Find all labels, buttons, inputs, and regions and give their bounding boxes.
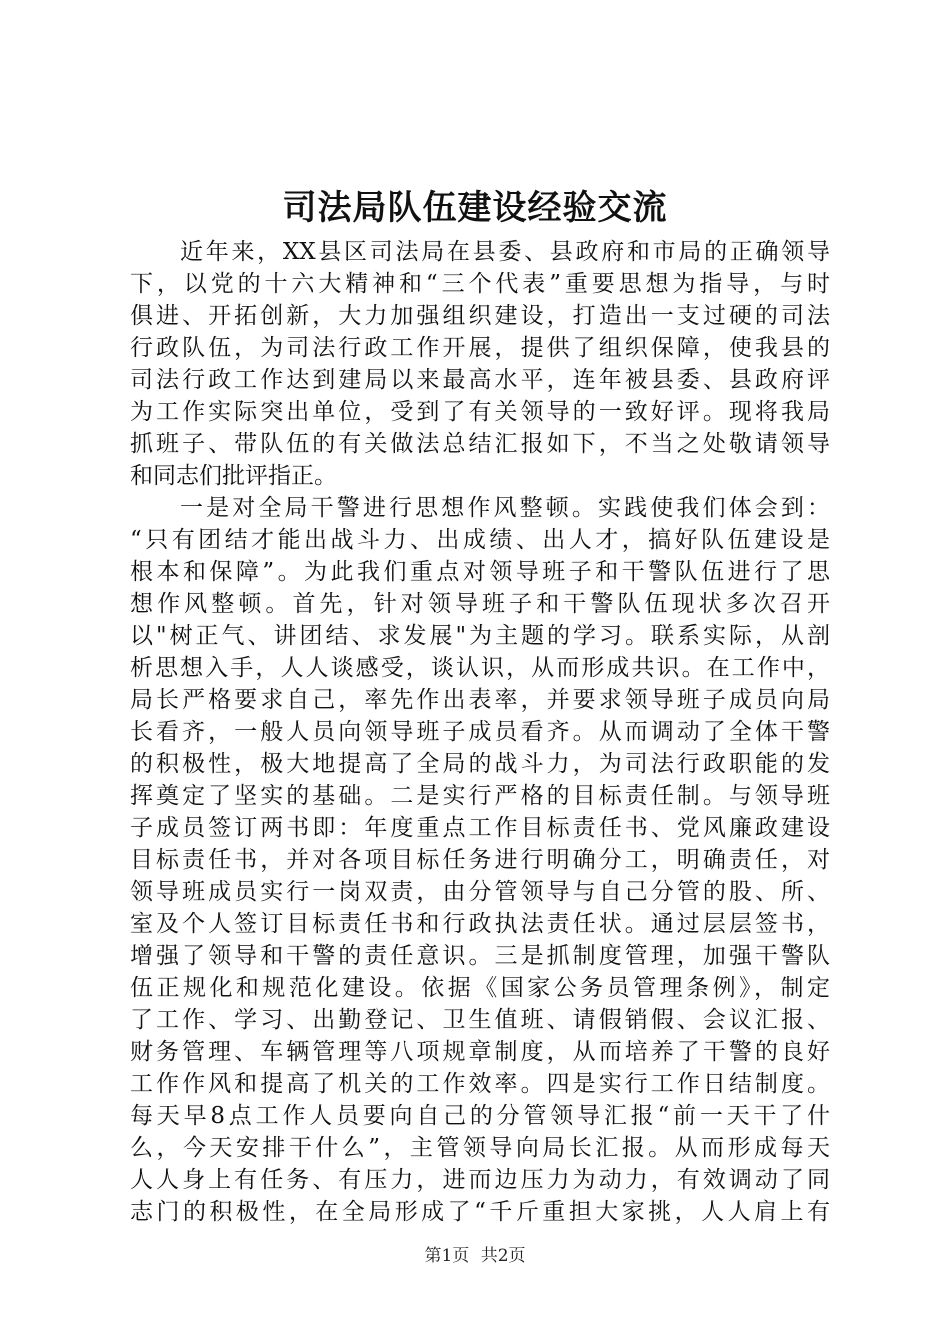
text-line: 和同志们批评指正。 (130, 463, 337, 489)
paragraph (130, 492, 830, 1228)
page-total: 共2页 (480, 1246, 526, 1266)
text-line: 工作作风和提高了机关的工作效率。四是实行工作日结制度。 (130, 1071, 830, 1097)
page-footer (0, 1244, 950, 1268)
text-line: 伍正规化和规范化建设。依据《国家公务员管理条例》，制定 (130, 975, 830, 1001)
text-line: 抓班子、带队伍的有关做法总结汇报如下，不当之处敬请领导 (130, 431, 830, 457)
text-line: 行政队伍，为司法行政工作开展，提供了组织保障，使我县的 (130, 335, 830, 361)
text-line: 子成员签订两书即：年度重点工作目标责任书、党风廉政建设 (130, 815, 830, 841)
text-line: 目标责任书，并对各项目标任务进行明确分工，明确责任，对 (130, 847, 830, 873)
text-line: 一是对全局干警进行思想作风整顿。实践使我们体会到： (180, 495, 830, 521)
text-line: 局长严格要求自己，率先作出表率，并要求领导班子成员向局 (130, 687, 830, 713)
text-line: 俱进、开拓创新，大力加强组织建设，打造出一支过硬的司法 (130, 303, 830, 329)
text-line: 领导班成员实行一岗双责，由分管领导与自己分管的股、所、 (130, 879, 830, 905)
text-line: 析思想入手，人人谈感受，谈认识，从而形成共识。在工作中， (130, 655, 830, 681)
text-line: 下，以党的十六大精神和“三个代表”重要思想为指导，与时 (130, 271, 830, 297)
document-title: 司法局队伍建设经验交流 (282, 188, 668, 228)
text-line: 以"树正气、讲团结、求发展"为主题的学习。联系实际，从剖 (130, 623, 830, 649)
text-line: 了工作、学习、出勤登记、卫生值班、请假销假、会议汇报、 (130, 1007, 830, 1033)
text-line: 增强了领导和干警的责任意识。三是抓制度管理，加强干警队 (130, 943, 830, 969)
text-line: 志门的积极性，在全局形成了“千斤重担大家挑，人人肩上有 (130, 1199, 830, 1225)
text-line: 每天早8点工作人员要向自己的分管领导汇报“前一天干了什 (130, 1103, 830, 1129)
text-line: 的积极性，极大地提高了全局的战斗力，为司法行政职能的发 (130, 751, 830, 777)
page-number: 第1页 (424, 1246, 470, 1266)
paragraph (130, 236, 830, 492)
text-line: 根本和保障”。为此我们重点对领导班子和干警队伍进行了思 (130, 559, 830, 585)
text-line: 近年来，XX县区司法局在县委、县政府和市局的正确领导 (180, 239, 830, 265)
text-line: 长看齐，一般人员向领导班子成员看齐。从而调动了全体干警 (130, 719, 830, 745)
text-line: 为工作实际突出单位，受到了有关领导的一致好评。现将我局 (130, 399, 830, 425)
text-line: 么，今天安排干什么”，主管领导向局长汇报。从而形成每天 (130, 1135, 830, 1161)
text-line: 财务管理、车辆管理等八项规章制度，从而培养了干警的良好 (130, 1039, 830, 1065)
text-line: “只有团结才能出战斗力、出成绩、出人才，搞好队伍建设是 (130, 527, 830, 553)
document-body (130, 236, 830, 1228)
text-line: 人人身上有任务、有压力，进而边压力为动力，有效调动了同 (130, 1167, 830, 1193)
text-line: 挥奠定了坚实的基础。二是实行严格的目标责任制。与领导班 (130, 783, 830, 809)
text-line: 司法行政工作达到建局以来最高水平，连年被县委、县政府评 (130, 367, 830, 393)
text-line: 想作风整顿。首先，针对领导班子和干警队伍现状多次召开 (130, 591, 830, 617)
text-line: 室及个人签订目标责任书和行政执法责任状。通过层层签书， (130, 911, 830, 937)
